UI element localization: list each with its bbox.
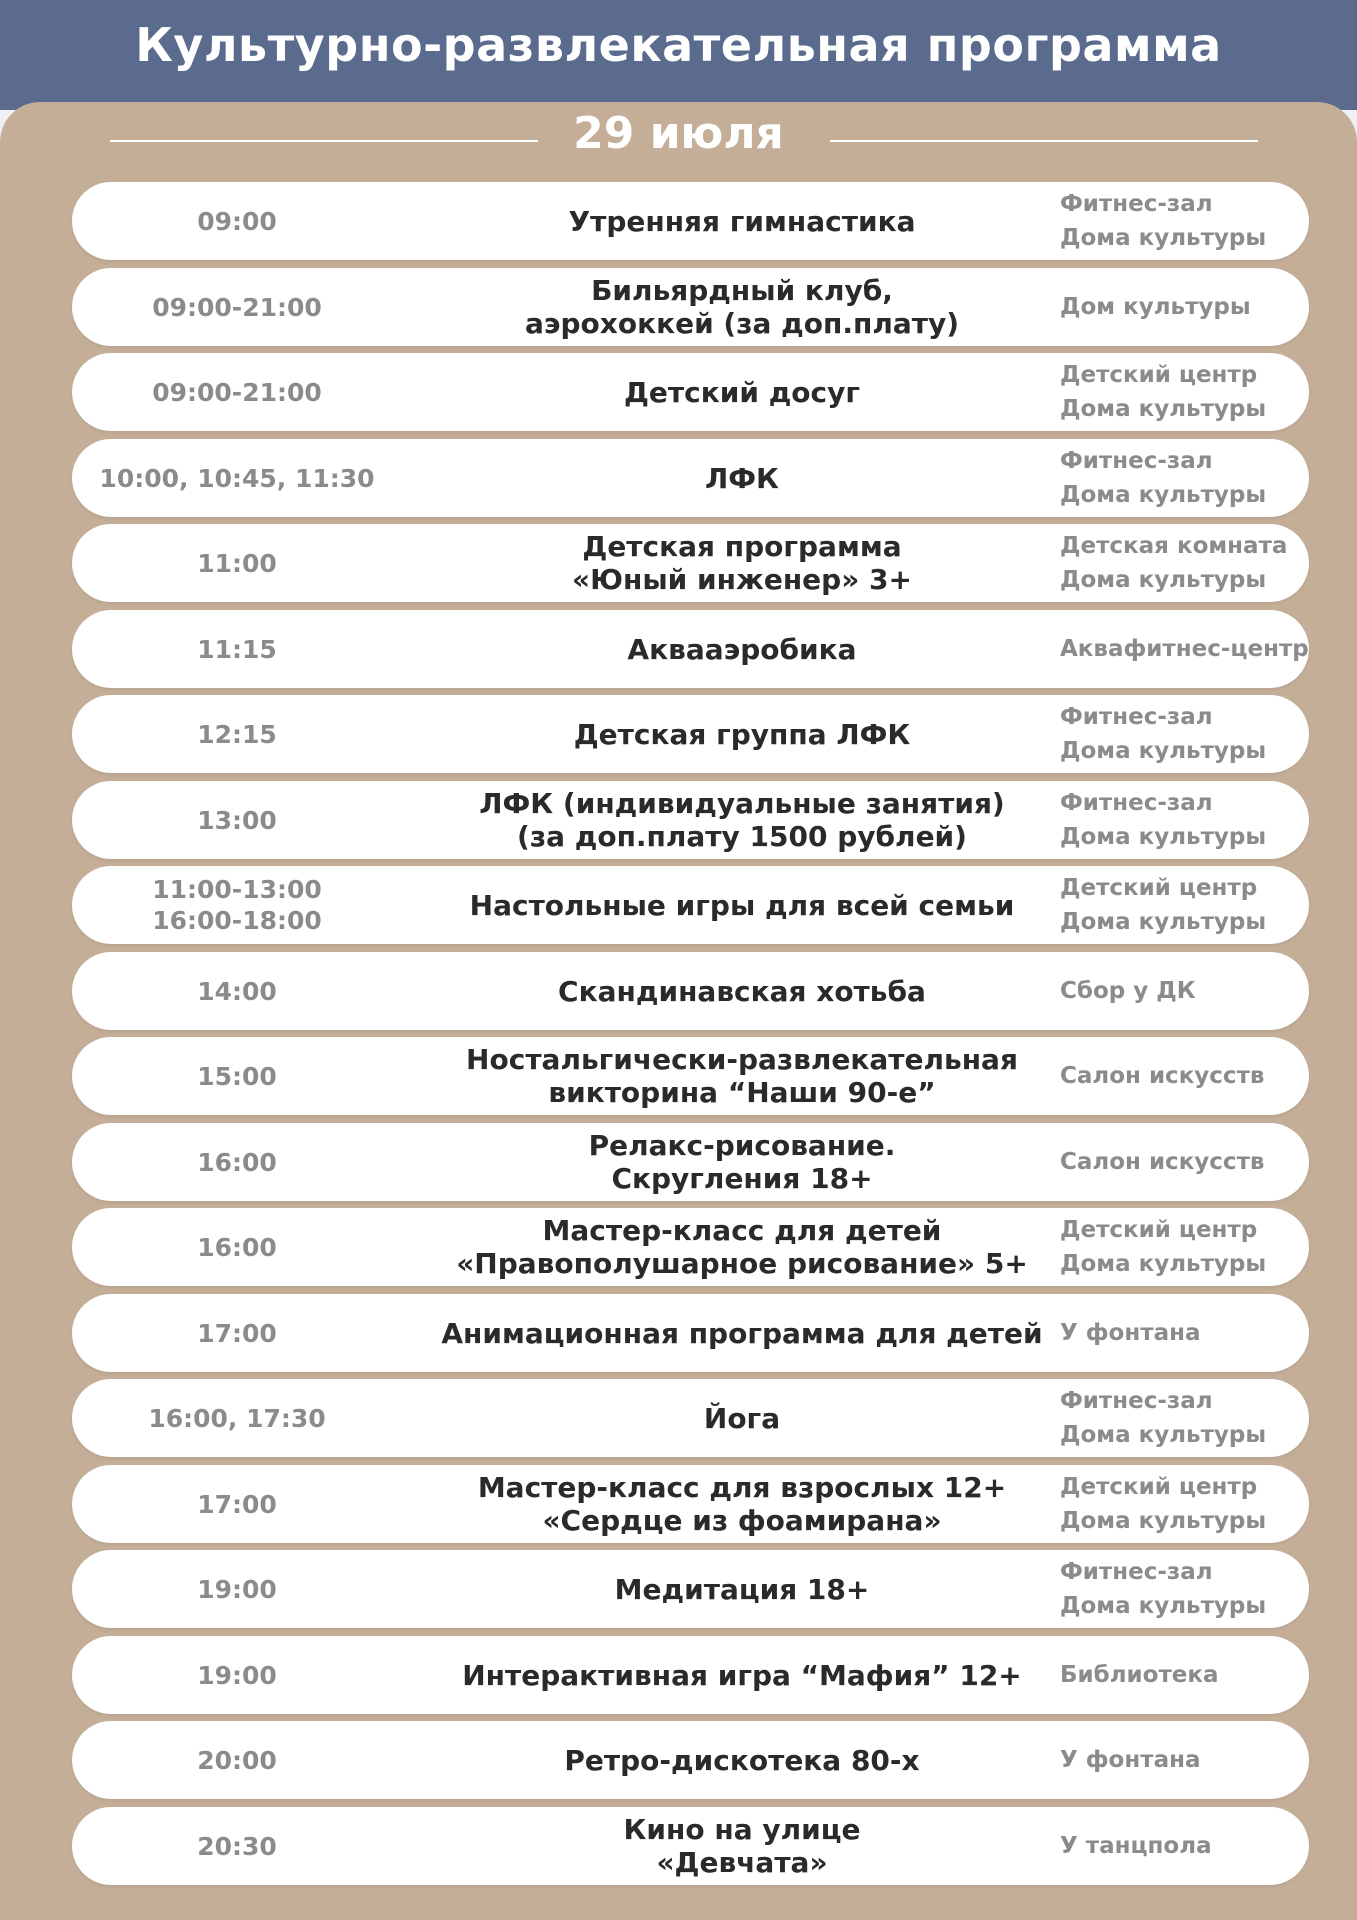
place-cell — [1060, 268, 1305, 346]
event-line: «Девчата» — [656, 1846, 828, 1879]
place-line: Дома культуры — [1060, 396, 1267, 422]
event-cell — [372, 1294, 1112, 1372]
place-line: Детская комната — [1060, 533, 1288, 559]
event-line: Ностальгически-развлекательная — [466, 1043, 1018, 1076]
schedule-row — [72, 1465, 1309, 1543]
schedule-row — [72, 524, 1309, 602]
place-line: Фитнес-зал — [1060, 704, 1213, 730]
place-line: Дома культуры — [1060, 1251, 1267, 1277]
time-cell — [82, 1379, 392, 1457]
time-cell — [82, 353, 392, 431]
place-cell — [1060, 524, 1305, 602]
place-line: Фитнес-зал — [1060, 1388, 1213, 1414]
schedule-row — [72, 353, 1309, 431]
place-line: Сбор у ДК — [1060, 978, 1196, 1004]
event-line: Детская группа ЛФК — [573, 717, 911, 751]
place-line: Дома культуры — [1060, 1593, 1267, 1619]
time-cell — [82, 1208, 392, 1286]
event-cell — [372, 695, 1112, 773]
place-line: Дома культуры — [1060, 1422, 1267, 1448]
event-line: викторина “Наши 90-е” — [548, 1076, 936, 1109]
schedule-row — [72, 1550, 1309, 1628]
place-line: Детский центр — [1060, 1474, 1258, 1500]
event-line: Скругления 18+ — [611, 1162, 873, 1195]
time-cell — [82, 866, 392, 944]
time-line: 19:00 — [197, 1574, 277, 1604]
event-line: Мастер-класс для взрослых 12+ — [477, 1471, 1007, 1504]
time-cell — [82, 524, 392, 602]
place-line: Фитнес-зал — [1060, 1559, 1213, 1585]
place-line: Детский центр — [1060, 362, 1258, 388]
place-line: Дома культуры — [1060, 225, 1267, 251]
event-cell — [372, 182, 1112, 260]
place-line: Салон искусств — [1060, 1149, 1265, 1175]
schedule-row — [72, 1807, 1309, 1885]
place-cell — [1060, 695, 1305, 773]
schedule-row — [72, 439, 1309, 517]
time-line: 12:15 — [197, 719, 277, 749]
event-cell — [372, 1807, 1112, 1885]
schedule-row — [72, 1123, 1309, 1201]
time-line: 11:00-13:00 — [152, 875, 322, 904]
place-cell — [1060, 952, 1305, 1030]
event-line: ЛФК (индивидуальные занятия) — [479, 787, 1005, 820]
schedule-row — [72, 1208, 1309, 1286]
schedule-row — [72, 182, 1309, 260]
place-cell — [1060, 1379, 1305, 1457]
time-cell — [82, 610, 392, 688]
schedule-row — [72, 268, 1309, 346]
event-line: Утренняя гимнастика — [568, 204, 916, 238]
place-cell — [1060, 439, 1305, 517]
time-line: 11:15 — [197, 634, 277, 664]
place-cell — [1060, 1465, 1305, 1543]
time-cell — [82, 1550, 392, 1628]
place-cell — [1060, 1294, 1305, 1372]
time-line: 17:00 — [197, 1318, 277, 1348]
event-cell — [372, 1550, 1112, 1628]
time-line: 09:00-21:00 — [152, 377, 322, 407]
time-line: 09:00 — [197, 206, 277, 236]
place-line: Дома культуры — [1060, 567, 1267, 593]
event-cell — [372, 1037, 1112, 1115]
time-cell — [82, 1636, 392, 1714]
place-line: У фонтана — [1060, 1320, 1201, 1346]
event-line: аэрохоккей (за доп.плату) — [525, 307, 959, 340]
place-line: Фитнес-зал — [1060, 191, 1213, 217]
event-line: Аквааэробика — [627, 632, 857, 666]
time-cell — [82, 1123, 392, 1201]
time-cell — [82, 1465, 392, 1543]
place-cell — [1060, 1721, 1305, 1799]
date-heading: 29 июля — [573, 108, 784, 159]
schedule-row — [72, 695, 1309, 773]
place-line: Дом культуры — [1060, 294, 1251, 320]
time-cell — [82, 268, 392, 346]
schedule-row — [72, 781, 1309, 859]
schedule-row — [72, 610, 1309, 688]
time-line: 16:00 — [197, 1147, 277, 1177]
place-line: Дома культуры — [1060, 909, 1267, 935]
place-cell — [1060, 1037, 1305, 1115]
place-cell — [1060, 1123, 1305, 1201]
event-line: Интерактивная игра “Мафия” 12+ — [462, 1658, 1022, 1692]
event-cell — [372, 866, 1112, 944]
place-line: Библиотека — [1060, 1662, 1219, 1688]
time-line: 11:00 — [197, 548, 277, 578]
time-line: 19:00 — [197, 1660, 277, 1690]
place-cell — [1060, 610, 1309, 688]
place-cell — [1060, 182, 1305, 260]
event-cell — [372, 1465, 1112, 1543]
place-cell — [1060, 781, 1305, 859]
time-cell — [82, 781, 392, 859]
time-line: 16:00 — [197, 1232, 277, 1262]
event-line: Скандинавская хотьба — [558, 974, 926, 1008]
schedule-row — [72, 1294, 1309, 1372]
time-cell — [82, 439, 392, 517]
event-cell — [372, 610, 1112, 688]
event-line: Ретро-дискотека 80-х — [564, 1743, 920, 1777]
time-line: 14:00 — [197, 976, 277, 1006]
event-line: «Сердце из фоамирана» — [542, 1504, 942, 1537]
event-line: Детская программа — [582, 530, 902, 563]
place-line: Детский центр — [1060, 1217, 1258, 1243]
event-line: Настольные игры для всей семьи — [469, 888, 1015, 922]
time-cell — [82, 695, 392, 773]
event-cell — [372, 1636, 1112, 1714]
place-line: Дома культуры — [1060, 824, 1267, 850]
place-line: Салон искусств — [1060, 1063, 1265, 1089]
place-line: Аквафитнес-центр — [1060, 636, 1309, 662]
place-line: У танцпола — [1060, 1833, 1212, 1859]
place-line: Дома культуры — [1060, 738, 1267, 764]
event-cell — [372, 524, 1112, 602]
event-line: «Правополушарное рисование» 5+ — [456, 1247, 1028, 1280]
schedule-row — [72, 1721, 1309, 1799]
place-cell — [1060, 1208, 1305, 1286]
time-cell — [82, 1037, 392, 1115]
event-cell — [372, 1123, 1112, 1201]
event-cell — [372, 1208, 1112, 1286]
event-cell — [372, 353, 1112, 431]
place-line: Детский центр — [1060, 875, 1258, 901]
schedule-row — [72, 1636, 1309, 1714]
schedule-row — [72, 952, 1309, 1030]
event-cell — [372, 268, 1112, 346]
time-line: 17:00 — [197, 1489, 277, 1519]
event-cell — [372, 952, 1112, 1030]
time-line: 16:00, 17:30 — [148, 1403, 326, 1433]
event-line: «Юный инженер» 3+ — [572, 563, 912, 596]
time-line: 20:00 — [197, 1745, 277, 1775]
page-title: Культурно-развлекательная программа — [135, 18, 1222, 72]
place-cell — [1060, 866, 1305, 944]
place-line: Дома культуры — [1060, 482, 1267, 508]
place-line: У фонтана — [1060, 1747, 1201, 1773]
event-line: Йога — [703, 1401, 781, 1435]
event-cell — [372, 781, 1112, 859]
time-cell — [82, 1807, 392, 1885]
schedule-row — [72, 866, 1309, 944]
time-line: 16:00-18:00 — [152, 906, 322, 935]
event-line: Детский досуг — [623, 375, 861, 409]
header — [0, 0, 1357, 110]
schedule-row — [72, 1037, 1309, 1115]
place-line: Дома культуры — [1060, 1508, 1267, 1534]
place-cell — [1060, 353, 1305, 431]
time-line: 15:00 — [197, 1061, 277, 1091]
time-cell — [82, 1721, 392, 1799]
schedule-row — [72, 1379, 1309, 1457]
time-cell — [82, 1294, 392, 1372]
event-line: (за доп.плату 1500 рублей) — [517, 820, 967, 853]
event-line: Мастер-класс для детей — [542, 1214, 942, 1247]
time-line: 20:30 — [197, 1831, 277, 1861]
event-line: Бильярдный клуб, — [591, 274, 893, 307]
time-line: 09:00-21:00 — [152, 292, 322, 322]
event-line: Кино на улице — [623, 1813, 861, 1846]
place-line: Фитнес-зал — [1060, 790, 1213, 816]
event-cell — [372, 439, 1112, 517]
event-line: Релакс-рисование. — [588, 1129, 896, 1162]
event-line: Медитация 18+ — [614, 1572, 870, 1606]
place-cell — [1060, 1807, 1305, 1885]
time-cell — [82, 182, 392, 260]
time-line: 10:00, 10:45, 11:30 — [99, 463, 375, 493]
time-cell — [82, 952, 392, 1030]
place-cell — [1060, 1636, 1305, 1714]
place-cell — [1060, 1550, 1305, 1628]
time-line: 13:00 — [197, 805, 277, 835]
event-cell — [372, 1379, 1112, 1457]
place-line: Фитнес-зал — [1060, 448, 1213, 474]
event-line: Анимационная программа для детей — [441, 1316, 1043, 1350]
event-cell — [372, 1721, 1112, 1799]
event-line: ЛФК — [705, 461, 779, 495]
